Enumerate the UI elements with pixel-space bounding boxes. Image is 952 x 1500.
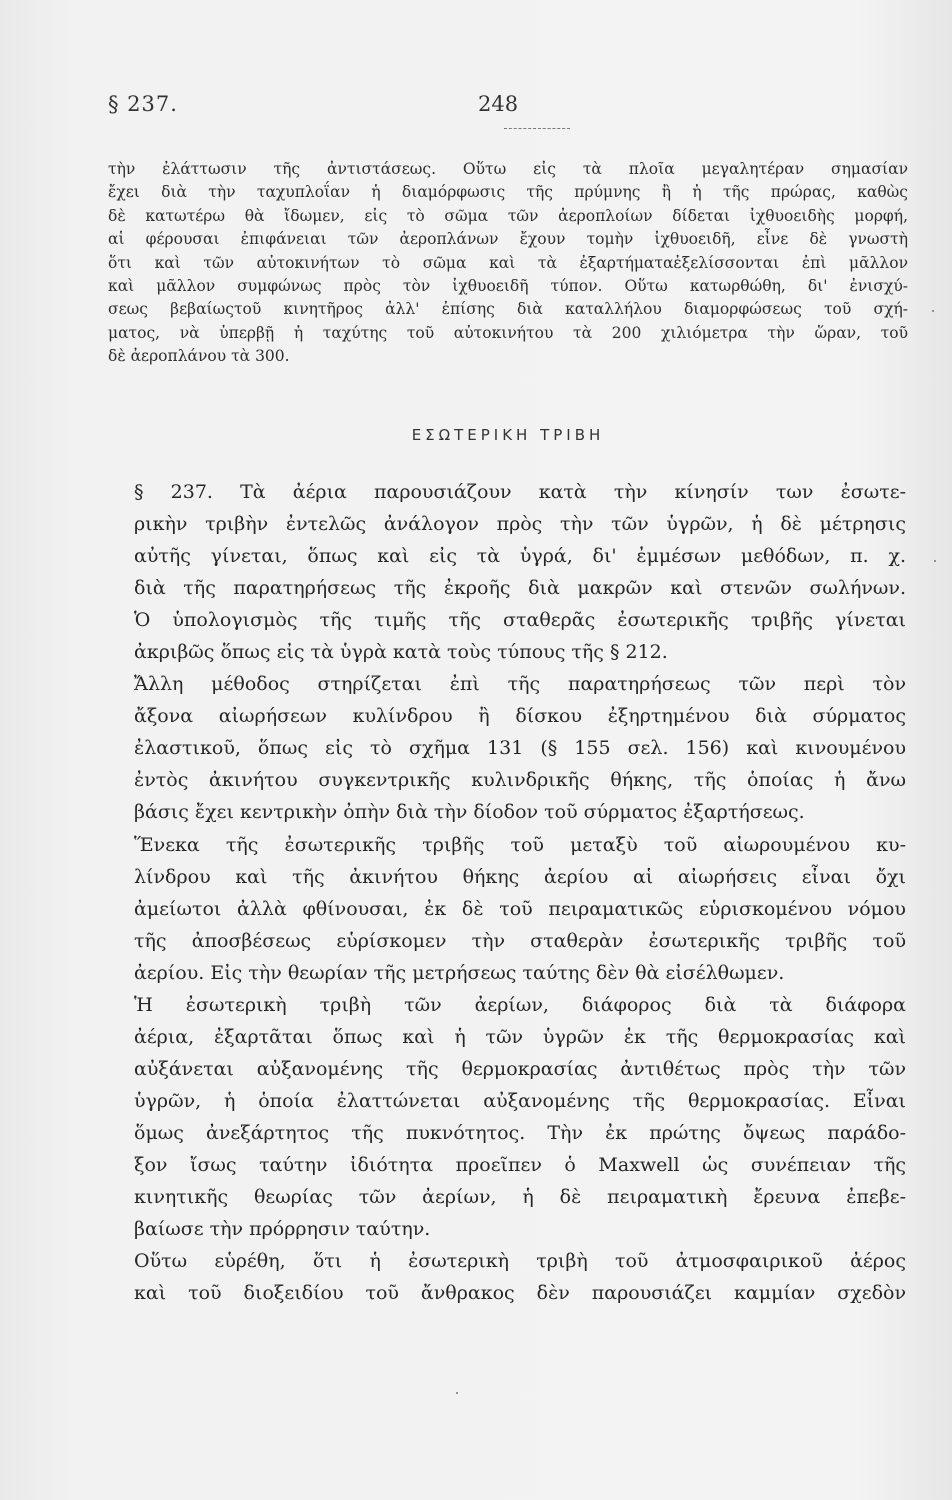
text-line: αὐξάνεται αὐξανομένης τῆς θερμοκρασίας ἀντιθέτως πρὸς τὴν τῶν [134,1057,906,1080]
text-line: Ἡ ἐσωτερικὴ τριβὴ τῶν ἀερίων, διάφορος διὰ τὰ διάφορα [134,993,906,1016]
text-line: ρικὴν τριβὴν ἐντελῶς ἀνάλογον πρὸς τὴν τῶν ὑγρῶν, ἡ δὲ μέτρησις [134,513,906,536]
section-heading: ΕΣΩΤΕΡΙΚΗ ΤΡΙΒΗ [411,426,605,444]
text-line: τὴν ἐλάττωσιν τῆς ἀντιστάσεως. Οὕτω εἰς τὰ πλοῖα μεγαλητέραν σημασίαν [108,160,908,178]
text-line: Ἄλλη μέθοδος στηρίζεται ἐπὶ τῆς παρατηρήσεως τῶν περὶ τὸν [134,673,906,696]
text-line: ἐντὸς ἀκινήτου συγκεντρικῆς κυλινδρικῆς θήκης, τῆς ὁποίας ἡ ἄνω [134,769,906,792]
text-line: δὲ κατωτέρω θὰ ἴδωμεν, εἰς τὸ σῶμα τῶν ἀεροπλοίων δίδεται ἰχθυοειδὴς μορφή, [108,206,908,225]
main-text [134,476,906,1309]
text-line: Ἕνεκα τῆς ἐσωτερικῆς τριβῆς τοῦ μεταξὺ τοῦ αἰωρουμένου κυ- [134,833,906,856]
text-line: δὲ ἀεροπλάνου τὰ 300. [108,347,290,366]
text-line: Οὕτω εὑρέθη, ὅτι ἡ ἐσωτερικὴ τριβὴ τοῦ ἀτμοσφαιρικοῦ ἀέρος [134,1250,906,1273]
text-line: βαίωσε τὴν πρόρρησιν ταύτην. [134,1218,431,1241]
text-line: βάσις ἔχει κεντρικὴν ὀπὴν διὰ τὴν δίοδον τοῦ σύρματος ἐξαρτήσεως. [134,801,805,824]
text-line: ὅμως ἀνεξάρτητος τῆς πυκνότητος. Τὴν ἐκ πρώτης ὄψεως παράδο- [134,1121,906,1144]
text-line: κινητικῆς θεωρίας τῶν ἀερίων, ἡ δὲ πειραματικὴ ἔρευνα ἐπεβε- [134,1186,906,1209]
text-line: λίνδρου καὶ τῆς ἀκινήτου θήκης ἀερίου αἱ αἰωρήσεις εἶναι ὄχι [134,865,906,888]
print-speck [934,560,936,562]
print-speck [456,1392,458,1394]
text-line: Ὁ ὑπολογισμὸς τῆς τιμῆς τῆς σταθερᾶς ἐσωτερικῆς τριβῆς γίνεται [134,609,906,632]
text-line: καὶ μᾶλλον συμφώνως πρὸς τὸν ἰχθυοειδῆ τύπον. Οὕτω κατωρθώθη, δι' ἐνισχύ- [108,277,908,296]
text-line: ἀερίου. Εἰς τὴν θεωρίαν τῆς μετρήσεως ταύτης δὲν θὰ εἰσέλθωμεν. [134,961,785,984]
text-line: καὶ τοῦ διοξειδίου τοῦ ἄνθρακος δὲν παρουσιάζει καμμίαν σχεδὸν [134,1282,906,1305]
text-line: ἔχει διὰ τὴν ταχυπλοΐαν ἡ διαμόρφωσις τῆς πρύμνης ἢ ἡ τῆς πρώρας, καθὼς [108,183,908,202]
continued-paragraph [108,158,908,369]
print-speck [932,310,934,312]
text-line: ἀέρια, ἐξαρτᾶται ὅπως καὶ ἡ τῶν ὑγρῶν ἐκ τῆς θερμοκρασίας καὶ [134,1025,906,1048]
text-line: σεως βεβαίωςτοῦ κινητῆρος ἀλλ' ἐπίσης διὰ καταλλήλου διαμορφώσεως τοῦ σχή- [108,300,908,319]
page-header [108,92,908,132]
text-line: διὰ τῆς παρατηρήσεως τῆς ἐκροῆς διὰ μακρῶν καὶ στενῶν σωλήνων. [134,577,906,600]
text-line: ὅτι καὶ τῶν αὐτοκινήτων τὸ σῶμα καὶ τὰ ἐξαρτήματαἐξελίσσονται ἐπὶ μᾶλλον [108,253,908,272]
text-line: αἱ φέρουσαι ἐπιφάνειαι τῶν ἀεροπλάνων ἔχουν τομὴν ἰχθυοειδῆ, εἶνε δὲ γνωστὴ [108,230,908,249]
page-number: 248 [478,92,519,116]
running-section-reference: § 237. [108,92,178,116]
text-line: ἄξονα αἰωρήσεων κυλίνδρου ἢ δίσκου ἐξηρτημένου διὰ σύρματος [134,705,906,728]
text-line: ὑγρῶν, ἡ ὁποία ἐλαττώνεται αὐξανομένης τῆς θερμοκρασίας. Εἶναι [134,1089,906,1112]
text-line: ἀμείωτοι ἀλλὰ φθίνουσαι, ἐκ δὲ τοῦ πειραματικῶς εὑρισκομένου νόμου [134,897,906,920]
text-line: τῆς ἀποσβέσεως εὑρίσκομεν τὴν σταθερὰν ἐσωτερικῆς τριβῆς τοῦ [134,929,906,952]
text-line: § 237. Τὰ ἀέρια παρουσιάζουν κατὰ τὴν κίνησίν των ἐσωτε- [134,481,906,503]
text-line: ματος, νὰ ὑπερβῇ ἡ ταχύτης τοῦ αὐτοκινήτου τὰ 200 χιλιόμετρα τὴν ὥραν, τοῦ [108,323,908,342]
text-line: ξον ἴσως ταύτην ἰδιότητα προεῖπεν ὁ Maxwell ὡς συνέπειαν τῆς [134,1153,906,1176]
text-line: ἐλαστικοῦ, ὅπως εἰς τὸ σχῆμα 131 (§ 155 σελ. 156) καὶ κινουμένου [134,737,906,760]
text-line: αὐτῆς γίνεται, ὅπως καὶ εἰς τὰ ὑγρά, δι' ἐμμέσων μεθόδων, π. χ. [134,545,906,568]
header-rule [504,128,570,129]
text-line: ἀκριβῶς ὅπως εἰς τὰ ὑγρὰ κατὰ τοὺς τύπους τῆς § 212. [134,641,668,664]
